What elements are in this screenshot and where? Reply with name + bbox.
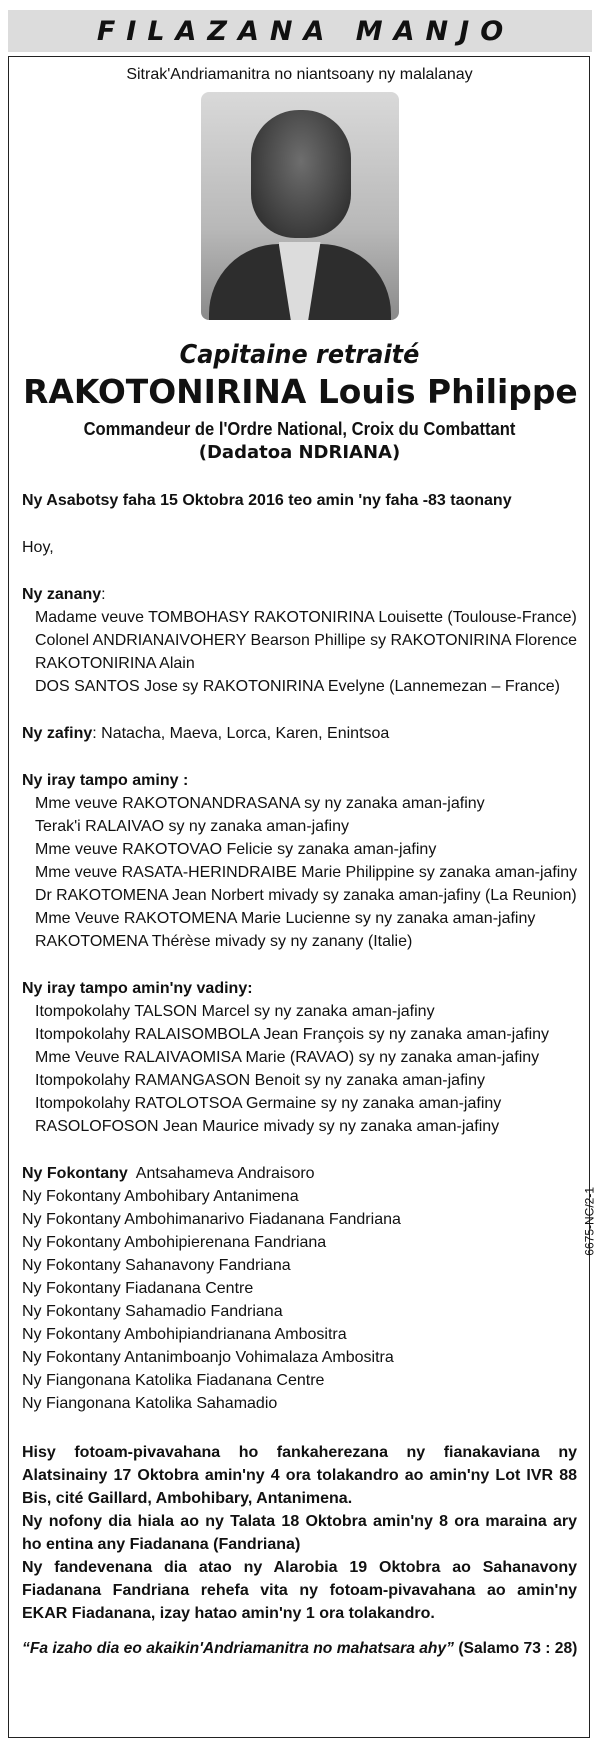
list-item: RASOLOFOSON Jean Maurice mivady sy ny zanaka aman-jafiny	[35, 1118, 500, 1135]
grandchildren-value: : Natacha, Maeva, Lorca, Karen, Enintsoa	[92, 725, 390, 742]
spouse-siblings-list	[22, 1000, 577, 1138]
deceased-photo	[201, 92, 399, 320]
list-item: Ny Fiangonana Katolika Fiadanana Centre	[22, 1372, 325, 1389]
children-list	[22, 606, 577, 698]
header-banner	[8, 10, 592, 52]
list-item: Mme veuve RASATA-HERINDRAIBE Marie Philippine sy zanaka aman-jafiny	[35, 864, 578, 881]
departure-paragraph: Ny nofony dia hiala ao ny Talata 18 Oktobra amin'ny 8 ora maraina ary ho entina any Fiadanana (Fandriana)	[22, 1513, 577, 1553]
list-item: Ny Fokontany Antanimboanjo Vohimalaza Ambositra	[22, 1349, 394, 1366]
deceased-rank: Capitaine retraité	[179, 340, 420, 370]
list-item: Mme Veuve RAKOTOMENA Marie Lucienne sy ny zanaka aman-jafiny	[35, 910, 536, 927]
siblings-section	[22, 769, 577, 953]
deceased-honours: Commandeur de l'Ordre National, Croix du Combattant	[83, 419, 516, 439]
list-item: Ny Fokontany Sahanavony Fandriana	[22, 1257, 291, 1274]
list-item: Ny Fokontany Ambohibary Antanimena	[22, 1188, 299, 1205]
list-item: Itompokolahy RAMANGASON Benoit sy ny zanaka aman-jafiny	[35, 1072, 485, 1089]
list-item: Mme veuve RAKOTONANDRASANA sy ny zanaka aman-jafiny	[35, 795, 485, 812]
list-item: Madame veuve TOMBOHASY RAKOTONIRINA Louisette (Toulouse-France)	[35, 609, 577, 626]
list-item: Dr RAKOTOMENA Jean Norbert mivady sy zanaka aman-jafiny (La Reunion)	[35, 887, 577, 904]
grandchildren-section	[22, 722, 577, 745]
closing-line	[22, 1637, 578, 1660]
list-item: Colonel ANDRIANAIVOHERY Bearson Phillipe sy RAKOTONIRINA Florence	[35, 632, 578, 649]
list-item: Ny Fokontany Sahamadio Fandriana	[22, 1303, 283, 1320]
burial-paragraph: Ny fandevenana dia atao ny Alarobia 19 Oktobra ao Sahanavony Fiadanana Fandriana rehefa vita ny fotoam-pivavahana ao amin'ny EKAR Fiadanana, izay hatao amin'ny 1 ora tolakandro.	[22, 1559, 577, 1622]
notice-content	[9, 66, 589, 1660]
communities-first-label: Ny Fokontany	[22, 1165, 128, 1182]
list-item: Terak'i RALAIVAO sy ny zanaka aman-jafiny	[35, 818, 349, 835]
deceased-alias: (Dadatoa NDRIANA)	[198, 442, 401, 463]
list-item: Ny Fokontany Ambohimanarivo Fiadanana Fandriana	[22, 1211, 401, 1228]
grandchildren-label: Ny zafiny	[22, 725, 93, 742]
list-item: Ny Fokontany Ambohipiandrianana Ambositra	[22, 1326, 347, 1343]
header-title: FILAZANA MANJO	[96, 15, 515, 47]
list-item: Mme Veuve RALAIVAOMISA Marie (RAVAO) sy ny zanaka aman-jafiny	[35, 1049, 540, 1066]
list-item: Itompokolahy TALSON Marcel sy ny zanaka aman-jafiny	[35, 1003, 435, 1020]
photo-head-shape	[251, 110, 351, 238]
deceased-name: RAKOTONIRINA Louis Philippe	[23, 372, 578, 411]
intro-line: Sitrak'Andriamanitra no niantsoany ny malalanay	[126, 66, 473, 83]
closing-quote: “Fa izaho dia eo akaikin'Andriamanitra no mahatsara ahy”	[22, 1640, 455, 1657]
siblings-label: Ny iray tampo aminy :	[22, 772, 189, 789]
children-section	[22, 583, 577, 698]
children-label: Ny zanany	[22, 586, 102, 603]
list-item: Itompokolahy RATOLOTSOA Germaine sy ny zanaka aman-jafiny	[35, 1095, 502, 1112]
spouse-siblings-section	[22, 977, 577, 1138]
hoy-line: Hoy,	[22, 539, 54, 556]
death-notice: Ny Asabotsy faha 15 Oktobra 2016 teo amin 'ny faha -83 taonany	[22, 492, 512, 509]
list-item: DOS SANTOS Jose sy RAKOTONIRINA Evelyne (Lannemezan – France)	[35, 678, 560, 695]
list-item: Mme veuve RAKOTOVAO Felicie sy zanaka aman-jafiny	[35, 841, 437, 858]
list-item: Ny Fiangonana Katolika Sahamadio	[22, 1395, 278, 1412]
list-item: Ny Fokontany Ambohipierenana Fandriana	[22, 1234, 327, 1251]
spouse-siblings-label: Ny iray tampo amin'ny vadiny:	[22, 980, 253, 997]
siblings-list	[22, 792, 577, 953]
notice-frame	[8, 56, 597, 1738]
list-item: RAKOTONIRINA Alain	[35, 655, 195, 672]
list-item: RAKOTOMENA Thérèse mivady sy ny zanany (Italie)	[35, 933, 413, 950]
communities-first-value: Antsahameva Andraisoro	[127, 1165, 315, 1182]
closing-reference: (Salamo 73 : 28)	[454, 1640, 578, 1657]
list-item: Ny Fokontany Fiadanana Centre	[22, 1280, 254, 1297]
communities-section	[22, 1162, 577, 1415]
list-item: Itompokolahy RALAISOMBOLA Jean François sy ny zanaka aman-jafiny	[35, 1026, 550, 1043]
children-colon: :	[101, 586, 106, 603]
ad-reference: 6675-NC/2-1	[583, 1187, 597, 1256]
farewell-paragraph: Hisy fotoam-pivavahana ho fankaherezana ny fianakaviana ny Alatsinainy 17 Oktobra amin'ny 4 ora tolakandro ao amin'ny Lot IVR 88 Bis, cité Gaillard, Ambohibary, Antanimena.	[22, 1444, 577, 1507]
